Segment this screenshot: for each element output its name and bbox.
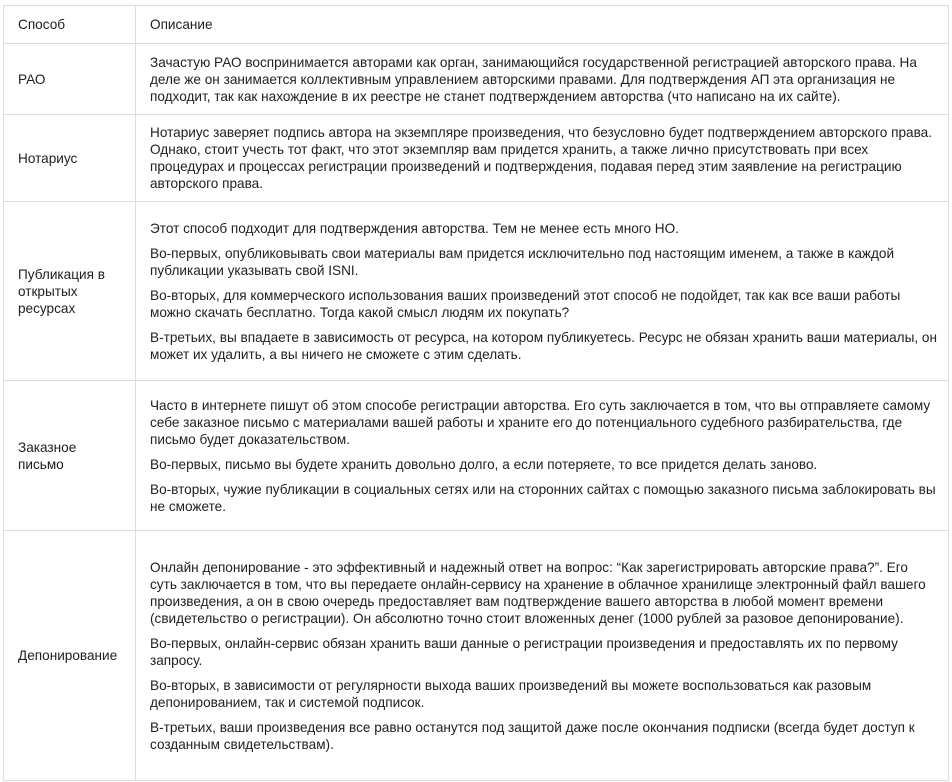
header-description: Описание (136, 6, 949, 44)
method-cell: Публикация в открытых ресурсах (4, 202, 136, 381)
table-row (4, 44, 949, 115)
description-paragraph: Во-первых, письмо вы будете хранить довольно долго, а если потеряете, то все придется делать заново. (150, 456, 818, 472)
description-paragraph: Онлайн депонирование - это эффективный и надежный ответ на вопрос: “Как зарегистрировать авторские права?”. Его суть заключается в том, что вы передаете онлайн-сервису на хранение в облачное хранилище электронный файл вашего произведения, а он в свою очередь предоставляет вам подтверждение вашего авторства в любой момент времени (свидетельство о регистрации). Он абсолютно точно стоит вложенных денег (1000 рублей за разовое депонирование). (150, 559, 926, 626)
table-header (4, 6, 949, 44)
description-cell (136, 381, 949, 531)
description-paragraph: Этот способ подходит для подтверждения авторства. Тем не менее есть много НО. (150, 220, 679, 236)
table-row (4, 115, 949, 202)
table-body (4, 44, 949, 781)
description-paragraph: В-третьих, вы впадаете в зависимость от ресурса, на котором публикуетесь. Ресурс не обязан хранить ваши материалы, он может их удалить, а вы ничего не сможете с этим сделать. (150, 329, 937, 362)
header-method: Способ (4, 6, 136, 44)
description-paragraph: Зачастую РАО воспринимается авторами как орган, занимающийся государственной регистрацией авторского права. На деле же он занимается коллективным управлением авторскими правами. Для подтверждения АП эта организация не подходит, так как нахождение в их реестре не станет подтверждением авторства (что написано на их сайте). (150, 54, 917, 104)
description-paragraph: В-третьих, ваши произведения все равно останутся под защитой даже после окончания подписки (всегда будет доступ к созданным свидетельствам). (150, 719, 915, 752)
description-paragraph: Во-вторых, для коммерческого использования ваших произведений этот способ не подойдет, так как все ваши работы можно скачать бесплатно. Тогда какой смысл людям их покупать? (150, 287, 901, 320)
description-cell (136, 115, 949, 202)
methods-table (3, 5, 949, 781)
method-cell: РАО (4, 44, 136, 115)
method-cell: Нотариус (4, 115, 136, 202)
description-cell (136, 202, 949, 381)
description-cell (136, 531, 949, 781)
description-paragraph: Во-вторых, чужие публикации в социальных сетях или на сторонних сайтах с помощью заказного письма заблокировать вы не сможете. (150, 481, 936, 514)
table-row (4, 381, 949, 531)
table-row (4, 202, 949, 381)
header-row (4, 6, 949, 44)
description-cell (136, 44, 949, 115)
description-paragraph: Во-первых, онлайн-сервис обязан хранить ваши данные о регистрации произведения и предоставлять их по первому запросу. (150, 635, 898, 668)
description-paragraph: Во-первых, опубликовывать свои материалы вам придется исключительно под настоящим именем, а также в каждой публикации указывать свой ISNI. (150, 245, 895, 278)
table-row (4, 531, 949, 781)
description-paragraph: Часто в интернете пишут об этом способе регистрации авторства. Его суть заключается в том, что вы отправляете самому себе заказное письмо с материалами вашей работы и храните его до потенциального судебного разбирательства, где письмо будет доказательством. (150, 397, 931, 447)
description-paragraph: Во-вторых, в зависимости от регулярности выхода ваших произведений вы можете воспользоваться как разовым депонированием, так и системой подписок. (150, 677, 872, 710)
description-paragraph: Нотариус заверяет подпись автора на экземпляре произведения, что безусловно будет подтверждением авторского права. Однако, стоит учесть тот факт, что этот экземпляр вам придется хранить, а также лично присутствовать при всех процедурах и процессах регистрации произведений и подтверждения, подавая перед этим заявление на регистрацию авторского права. (150, 125, 932, 191)
method-cell: Заказное письмо (4, 381, 136, 531)
method-cell: Депонирование (4, 531, 136, 781)
